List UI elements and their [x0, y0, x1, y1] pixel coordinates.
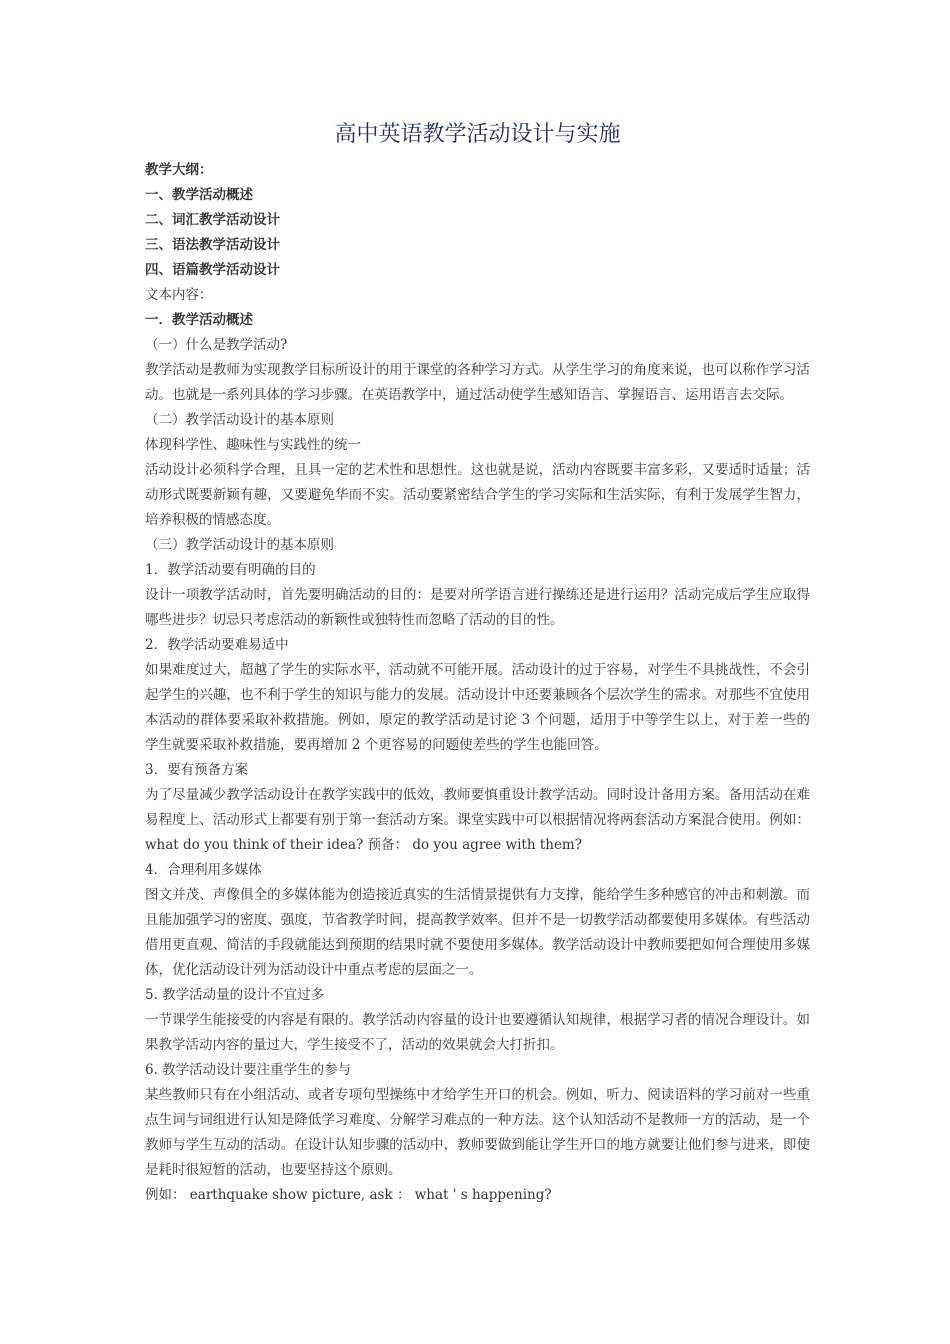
paragraph: 为了尽量减少教学活动设计在教学实践中的低效，教师要慎重设计教学活动。同时设计备用方案。备用活动在难易程度上、活动形式上都要有别于第一套活动方案。课堂实践中可以根据情况将两套活动方案混合使用。例如： what do you think of their idea? 预备： do you agree with them?: [145, 787, 810, 853]
principle-title: 1．教学活动要有明确的目的: [145, 562, 316, 578]
paragraph: 图文并茂、声像俱全的多媒体能为创造接近真实的生活情景提供有力支撑，能给学生多种感官的冲击和刺激。而且能加强学习的密度、强度，节省教学时间，提高教学效率。但并不是一切教学活动都要使用多媒体。有些活动借用更直观、简洁的手段就能达到预期的结果时就不要使用多媒体。教学活动设计中教师要把如何合理使用多媒体，优化活动设计列为活动设计中重点考虑的层面之一。: [145, 887, 810, 978]
outline-heading: 教学大纲：: [145, 162, 213, 178]
content-label: 文本内容：: [145, 287, 213, 303]
subsection-title: （三）教学活动设计的基本原则: [145, 537, 334, 553]
principle-line: 体现科学性、趣味性与实践性的统一: [145, 437, 361, 453]
principle-title: 6. 教学活动设计要注重学生的参与: [145, 1062, 352, 1078]
principle-title: 2．教学活动要难易适中: [145, 637, 289, 653]
paragraph: 如果难度过大，超越了学生的实际水平，活动就不可能开展。活动设计的过于容易，对学生不具挑战性，不会引起学生的兴趣，也不利于学生的知识与能力的发展。活动设计中还要兼顾各个层次学生的需求。对那些不宜使用本活动的群体要采取补救措施。例如，原定的教学活动是讨论 3 个问题，适用于中等学生以上，对于差一些的学生就要采取补救措施，要再增加 2 个更容易的问题使差些的学生也能回答。: [145, 662, 810, 753]
paragraph: 设计一项教学活动时，首先要明确活动的目的：是要对所学语言进行操练还是进行运用？活动完成后学生应取得哪些进步？切忌只考虑活动的新颖性或独特性而忽略了活动的目的性。: [145, 587, 810, 628]
paragraph: 教学活动是教师为实现教学目标所设计的用于课堂的各种学习方式。从学生学习的角度来说，也可以称作学习活动。也就是一系列具体的学习步骤。在英语教学中，通过活动使学生感知语言、掌握语言、运用语言去交际。: [145, 362, 810, 403]
subsection-title: （二）教学活动设计的基本原则: [145, 412, 334, 428]
outline-item: 一、教学活动概述: [145, 187, 253, 203]
outline-item: 二、词汇教学活动设计: [145, 212, 280, 228]
outline-item: 四、语篇教学活动设计: [145, 262, 280, 278]
paragraph: 活动设计必须科学合理，且具一定的艺术性和思想性。这也就是说，活动内容既要丰富多彩，又要适时适量；活动形式既要新颖有趣，又要避免华而不实。活动要紧密结合学生的学习实际和生活实际，有利于发展学生智力，培养积极的情感态度。: [145, 462, 810, 528]
paragraph: 一节课学生能接受的内容是有限的。教学活动内容量的设计也要遵循认知规律，根据学习者的情况合理设计。如果教学活动内容的量过大，学生接受不了，活动的效果就会大打折扣。: [145, 1012, 810, 1053]
section-heading: 一．教学活动概述: [145, 312, 253, 328]
subsection-title: （一）什么是教学活动?: [145, 337, 288, 353]
document-title: 高中英语教学活动设计与实施: [334, 122, 621, 147]
principle-title: 3．要有预备方案: [145, 762, 249, 778]
example-line: 例如： earthquake show picture, ask ： what ' s happening?: [145, 1187, 552, 1203]
outline-item: 三、语法教学活动设计: [145, 237, 280, 253]
principle-title: 4．合理利用多媒体: [145, 862, 262, 878]
principle-title: 5. 教学活动量的设计不宜过多: [145, 987, 325, 1003]
document-page: [145, 118, 810, 1208]
paragraph: 某些教师只有在小组活动、或者专项句型操练中才给学生开口的机会。例如，听力、阅读语料的学习前对一些重点生词与词组进行认知是降低学习难度、分解学习难点的一种方法。这个认知活动不是教师一方的活动，是一个教师与学生互动的活动。在设计认知步骤的活动中，教师要做到能让学生开口的地方就要让他们参与进来，即使是耗时很短暂的活动，也要坚持这个原则。: [145, 1087, 810, 1178]
